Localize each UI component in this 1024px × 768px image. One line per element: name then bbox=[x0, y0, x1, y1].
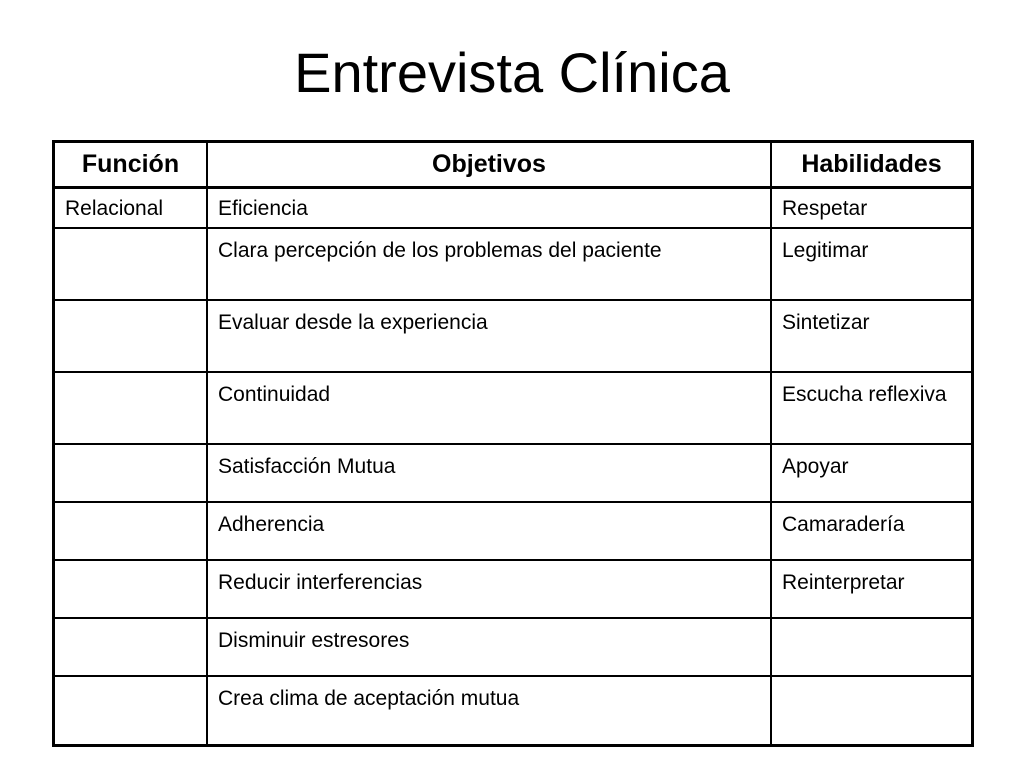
cell-funcion bbox=[55, 445, 206, 501]
cell-habilidad: Sintetizar bbox=[782, 311, 870, 334]
header-habilidades: Habilidades bbox=[801, 150, 942, 178]
cell-objetivo: Eficiencia bbox=[218, 197, 308, 220]
cell-habilidad: Apoyar bbox=[782, 455, 849, 478]
cell-objetivo: Disminuir estresores bbox=[218, 629, 410, 652]
cell-funcion bbox=[55, 677, 206, 744]
slide-title: Entrevista Clínica bbox=[294, 41, 730, 104]
header-funcion: Función bbox=[81, 150, 180, 178]
cell-objetivo: Evaluar desde la experiencia bbox=[218, 311, 488, 334]
cell-habilidad bbox=[772, 677, 971, 744]
cell-funcion bbox=[55, 301, 206, 371]
cell-objetivo: Adherencia bbox=[218, 513, 325, 536]
cell-funcion bbox=[55, 503, 206, 559]
objectives-table bbox=[52, 140, 974, 747]
cell-habilidad: Legitimar bbox=[782, 239, 869, 262]
cell-objetivo: Satisfacción Mutua bbox=[218, 455, 396, 478]
cell-objetivo: Crea clima de aceptación mutua bbox=[218, 687, 520, 710]
cell-habilidad: Escucha reflexiva bbox=[782, 383, 947, 406]
header-objetivos: Objetivos bbox=[432, 150, 546, 178]
cell-objetivo: Clara percepción de los problemas del paciente bbox=[218, 239, 662, 262]
cell-habilidad: Reinterpretar bbox=[782, 571, 905, 594]
cell-objetivo: Reducir interferencias bbox=[218, 571, 423, 594]
cell-habilidad: Camaradería bbox=[782, 513, 905, 536]
cell-funcion: Relacional bbox=[65, 197, 164, 220]
cell-habilidad bbox=[772, 619, 971, 675]
cell-funcion bbox=[55, 229, 206, 299]
cell-funcion bbox=[55, 619, 206, 675]
cell-habilidad: Respetar bbox=[782, 197, 868, 220]
cell-funcion bbox=[55, 561, 206, 617]
cell-objetivo: Continuidad bbox=[218, 383, 331, 406]
cell-funcion bbox=[55, 373, 206, 443]
